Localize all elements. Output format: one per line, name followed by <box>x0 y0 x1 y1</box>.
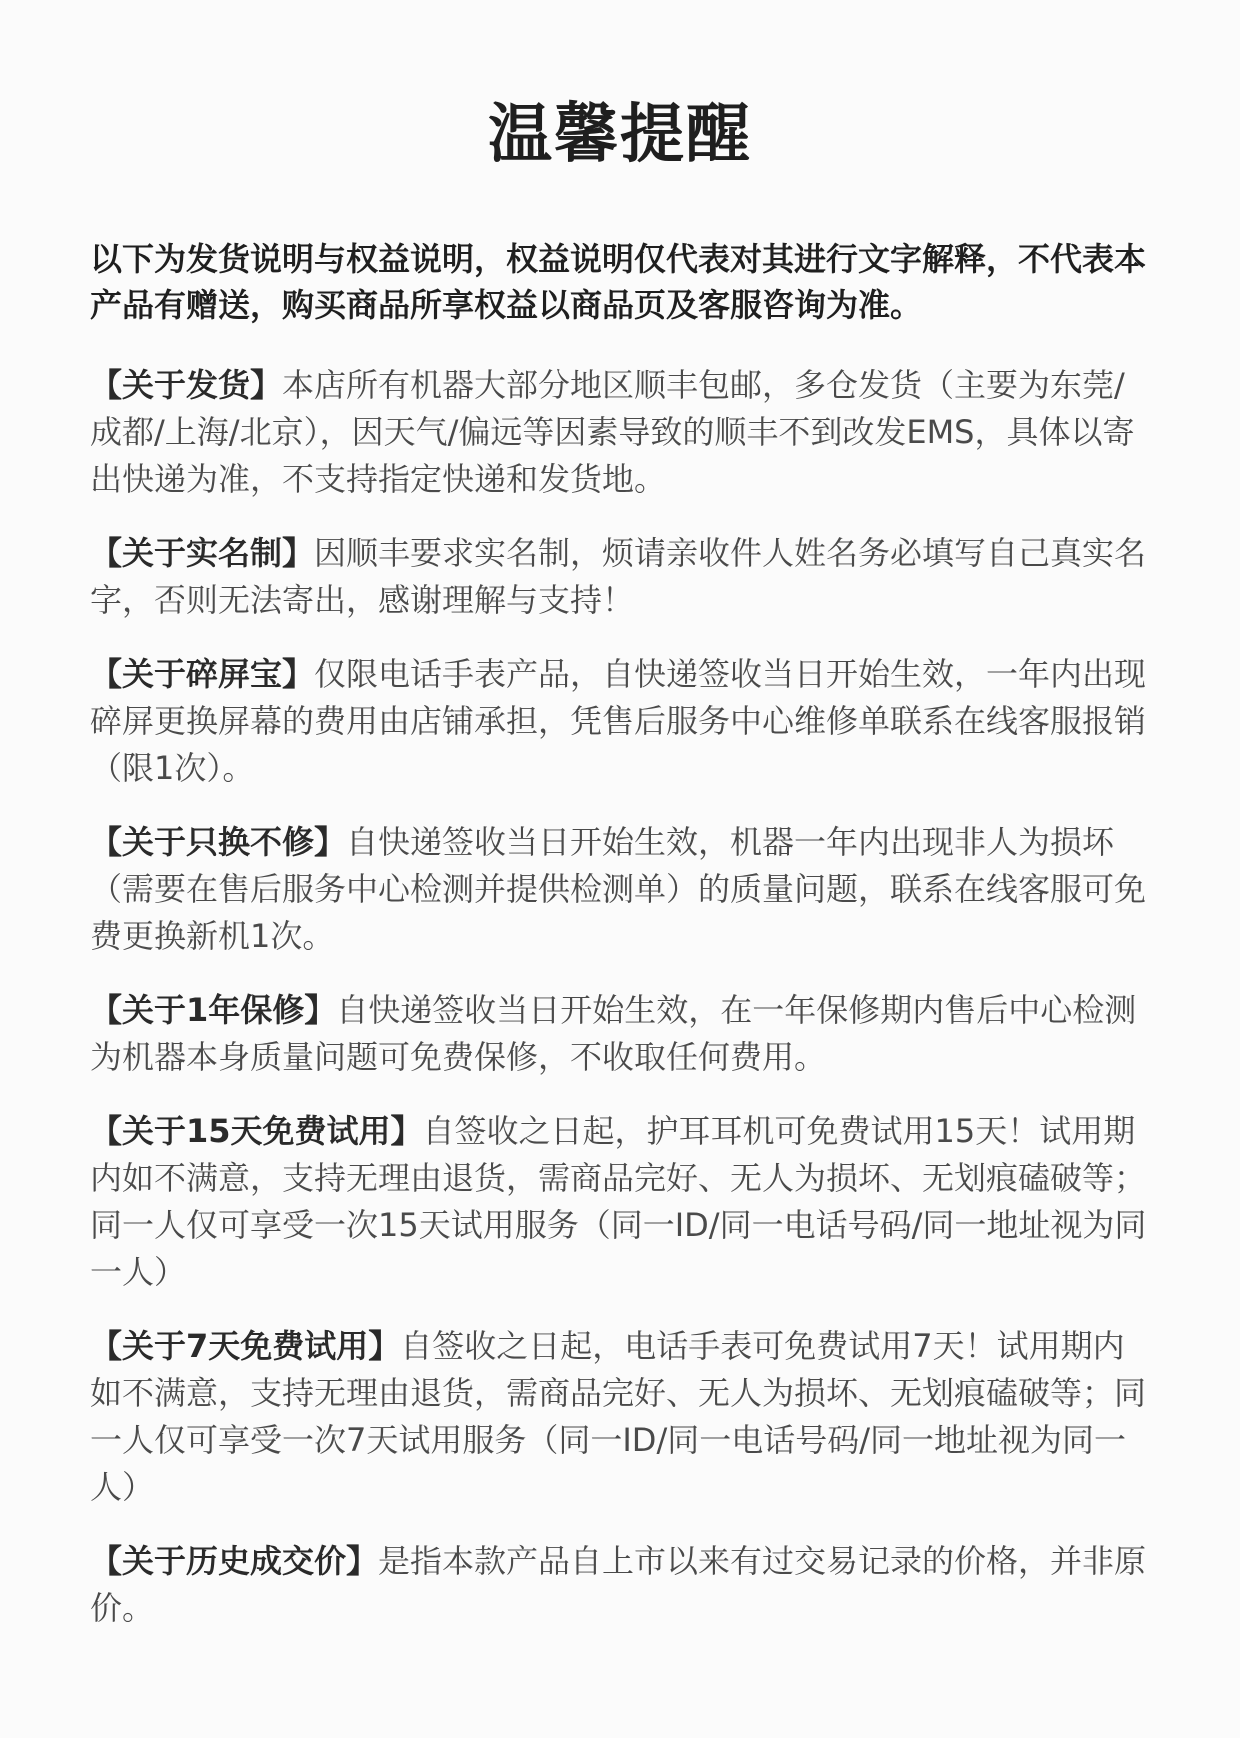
section-text: 自签收之日起，护耳耳机可免费试用15天！试用期内如不满意，支持无理由退货，需商品完好、无人为损坏、无划痕磕破等；同一人仅可享受一次15天试用服务（同一ID/同一电话号码/同一地址视为同一人） <box>90 1112 1147 1291</box>
section-text: 仅限电话手表产品，自快递签收当日开始生效，一年内出现碎屏更换屏幕的费用由店铺承担，凭售后服务中心维修单联系在线客服报销（限1次）。 <box>90 655 1147 787</box>
section-label: 【关于发货】 <box>90 366 283 404</box>
section-label: 【关于15天免费试用】 <box>90 1112 423 1150</box>
section-text: 自快递签收当日开始生效，机器一年内出现非人为损坏（需要在售后服务中心检测并提供检测单）的质量问题，联系在线客服可免费更换新机1次。 <box>90 823 1147 955</box>
section-real-name <box>90 530 1150 624</box>
section-label: 【关于历史成交价】 <box>90 1542 379 1580</box>
section-label: 【关于只换不修】 <box>90 823 347 861</box>
section-text: 因顺丰要求实名制，烦请亲收件人姓名务必填写自己真实名字，否则无法寄出，感谢理解与支持！ <box>90 534 1147 619</box>
section-7-day-trial <box>90 1323 1150 1511</box>
section-text: 本店所有机器大部分地区顺丰包邮，多仓发货（主要为东莞/成都/上海/北京），因天气/偏远等因素导致的顺丰不到改发EMS，具体以寄出快递为准，不支持指定快递和发货地。 <box>90 366 1135 498</box>
section-15-day-trial <box>90 1108 1150 1296</box>
section-screen-protection <box>90 651 1150 792</box>
section-label: 【关于实名制】 <box>90 534 315 572</box>
section-historical-price <box>90 1538 1150 1632</box>
section-text: 自签收之日起，电话手表可免费试用7天！试用期内如不满意，支持无理由退货，需商品完好、无人为损坏、无划痕磕破等；同一人仅可享受一次7天试用服务（同一ID/同一电话号码/同一地址视为同一人） <box>90 1327 1147 1506</box>
section-text: 是指本款产品自上市以来有过交易记录的价格，并非原价。 <box>90 1542 1147 1627</box>
section-label: 【关于7天免费试用】 <box>90 1327 401 1365</box>
section-label: 【关于1年保修】 <box>90 991 337 1029</box>
page-title: 温馨提醒 <box>488 98 752 172</box>
section-replace-only <box>90 819 1150 960</box>
section-label: 【关于碎屏宝】 <box>90 655 315 693</box>
section-shipping <box>90 362 1150 503</box>
intro-paragraph: 以下为发货说明与权益说明，权益说明仅代表对其进行文字解释，不代表本产品有赠送，购买商品所享权益以商品页及客服咨询为准。 <box>90 240 1147 324</box>
section-text: 自快递签收当日开始生效，在一年保修期内售后中心检测为机器本身质量问题可免费保修，不收取任何费用。 <box>90 991 1137 1076</box>
section-one-year-warranty <box>90 987 1150 1081</box>
